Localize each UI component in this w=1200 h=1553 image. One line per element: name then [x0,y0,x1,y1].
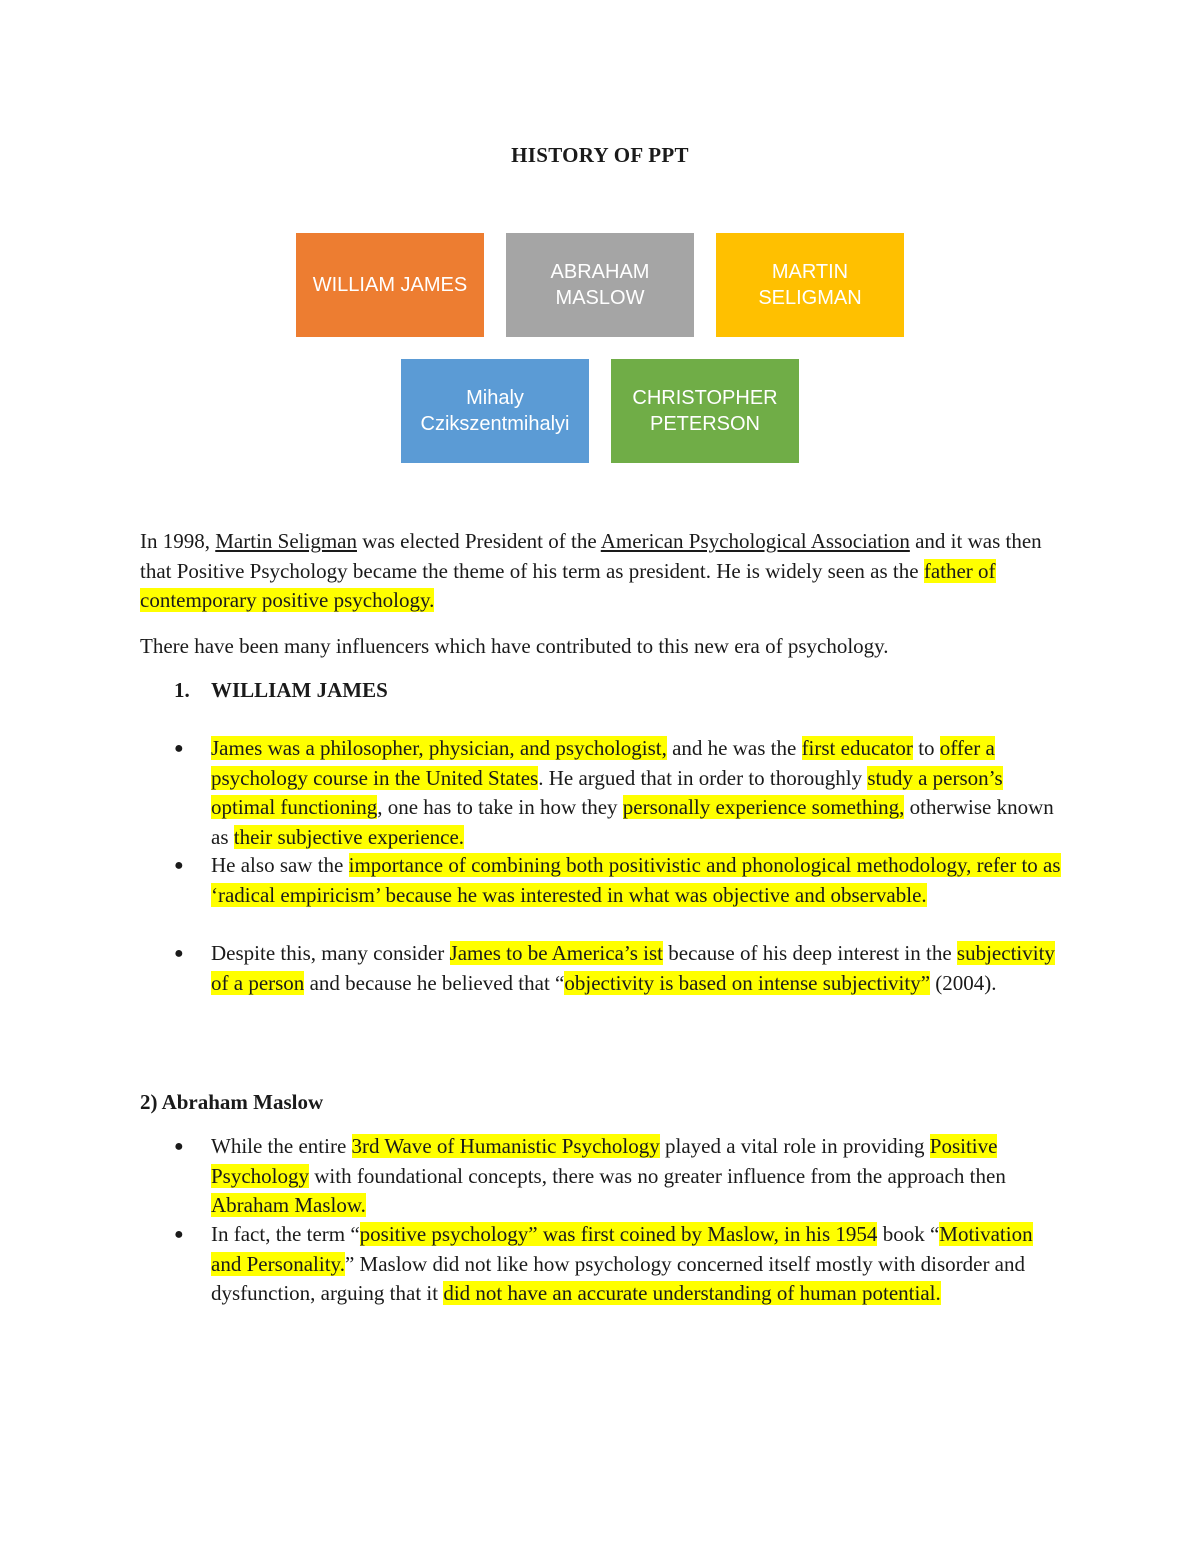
box-label: ABRAHAM MASLOW [550,261,650,309]
section2-heading: 2) Abraham Maslow [140,1090,324,1114]
section1-bullet-3: Despite this, many consider James to be America’s ist because of his deep interest in the subjectivity of a person and because he believed that “objectivity is based on intense subjectivity” (2004). [211,941,1055,995]
box-mihaly-czikszentmihalyi [401,359,589,463]
highlight: father of contemporary positive psychology. [140,558,996,612]
bullet-marker: ● [174,1226,184,1243]
bullet-marker: ● [174,1138,184,1155]
influencers-paragraph: There have been many influencers which have contributed to this new era of psychology. [140,634,889,658]
box-label: WILLIAM JAMES [312,274,468,296]
link-apa: American Psychological Association [600,529,910,553]
section2-bullet-2: In fact, the term “positive psychology” was first coined by Maslow, in his 1954 book “Motivation and Personality.” Maslow did not like how psychology concerned itself mostly with disorder and dysfunction, arguing that it did not have an accurate understanding of human potential. [211,1222,1033,1305]
bullet-marker: ● [174,857,184,874]
box-martin-seligman [716,233,904,337]
box-abraham-maslow [506,233,694,337]
page-title: HISTORY OF PPT [511,143,689,167]
link-martin-seligman: Martin Seligman [215,529,357,553]
box-label: MARTIN SELIGMAN [758,261,862,309]
bullet-marker: ● [174,945,184,962]
box-william-james [296,233,484,337]
box-christopher-peterson [611,359,799,463]
section1-number: 1. [174,678,190,702]
section1-bullet-2: He also saw the importance of combining both positivistic and phonological methodology, refer to as ‘radical empiricism’ because he was interested in what was objective and observable. [211,853,1061,907]
box-label: CHRISTOPHER PETERSON [632,387,778,435]
bullet-marker: ● [174,740,184,757]
section2-bullet-1: While the entire 3rd Wave of Humanistic Psychology played a vital role in providing Positive Psychology with foundational concepts, there was no greater influence from the approach then Abraham Maslow. [211,1134,1006,1217]
section1-bullet-1: James was a philosopher, physician, and psychologist, and he was the first educator to offer a psychology course in the United States. He argued that in order to thoroughly study a person’s optimal functioning, one has to take in how they personally experience something, otherwise known as their subjective experience. [211,736,1054,849]
intro-paragraph: In 1998, Martin Seligman was elected President of the American Psychological Association and it was then that Positive Psychology became the theme of his term as president. He is widely seen as the father of contemporary positive psychology. [140,529,1042,612]
box-label: Mihaly Czikszentmihalyi [420,387,570,435]
section1-heading: WILLIAM JAMES [211,678,388,702]
